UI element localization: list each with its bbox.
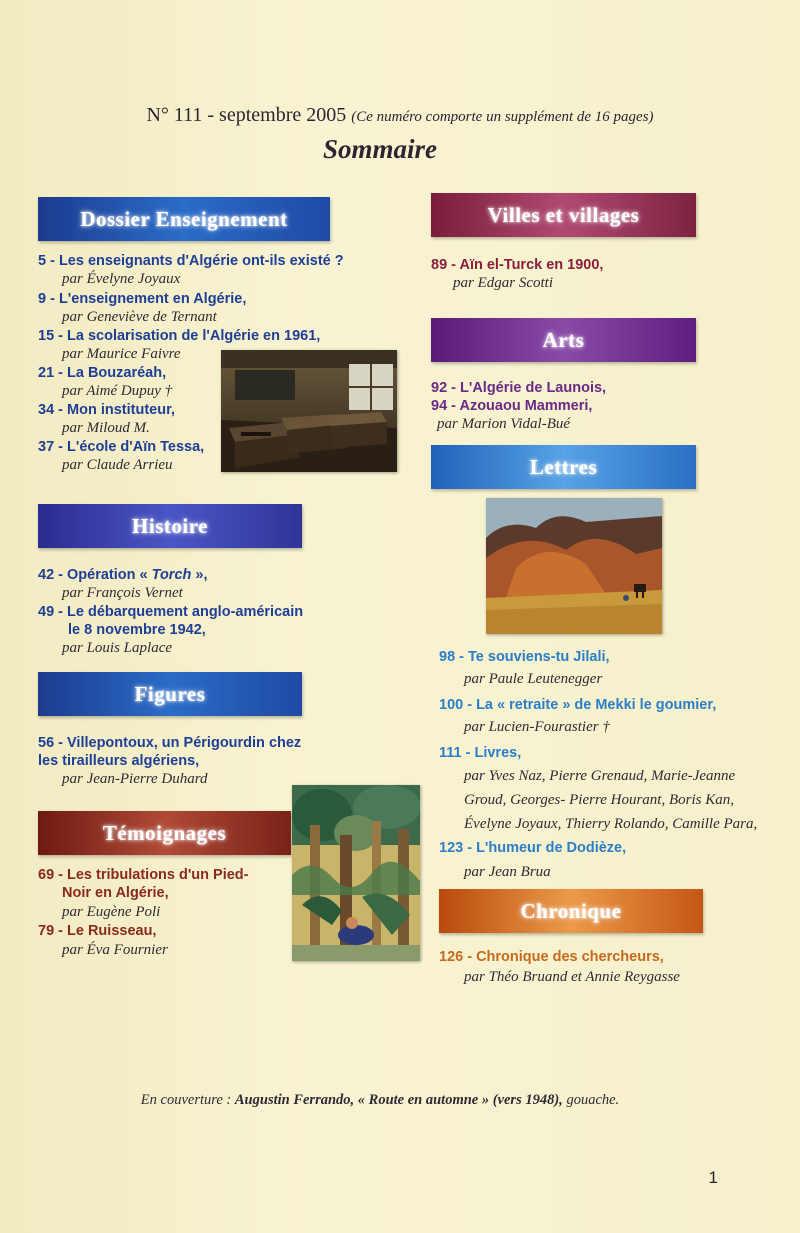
toc-entry-author: par Yves Naz, Pierre Grenaud, Marie-Jeanne xyxy=(464,768,736,784)
title-italic: Torch xyxy=(151,567,192,583)
toc-entry-author: par Claude Arrieu xyxy=(62,457,173,473)
toc-entry-title[interactable]: 15 - La scolarisation de l'Algérie en 1961, xyxy=(38,328,321,344)
supplement-note: (Ce numéro comporte un supplément de 16 pages) xyxy=(351,109,654,125)
toc-entry-title[interactable]: 49 - Le débarquement anglo-américain xyxy=(38,604,304,620)
classroom-photo xyxy=(221,350,397,472)
toc-entry-title[interactable]: 98 - Te souviens-tu Jilali, xyxy=(439,649,610,665)
page-title: Sommaire xyxy=(322,134,437,164)
toc-entry-title[interactable]: 5 - Les enseignants d'Algérie ont-ils existé ? xyxy=(38,253,344,269)
section-banner-arts: Arts xyxy=(431,318,696,362)
toc-entry-title[interactable]: 123 - L'humeur de Dodièze, xyxy=(439,840,627,856)
toc-entry-author: par Jean-Pierre Duhard xyxy=(62,771,208,787)
title-text: », xyxy=(191,567,208,583)
section-banner-villes: Villes et villages xyxy=(431,193,696,237)
toc-entry-author: par François Vernet xyxy=(62,585,183,601)
section-banner-figures: Figures xyxy=(38,672,302,716)
cover-credit-suffix: gouache. xyxy=(562,1092,620,1108)
title-text: 42 - Opération « xyxy=(38,567,152,583)
toc-entry-title[interactable]: 89 - Aïn el-Turck en 1900, xyxy=(431,257,604,273)
toc-entry-author: Groud, Georges- Pierre Hourant, Boris Kan, xyxy=(464,792,734,808)
section-banner-lettres: Lettres xyxy=(431,445,696,489)
toc-entry-author: par Jean Brua xyxy=(464,864,551,880)
toc-entry-author: par Théo Bruand et Annie Reygasse xyxy=(464,969,680,985)
toc-entry-title[interactable]: 21 - La Bouzaréah, xyxy=(38,365,167,381)
cover-credit xyxy=(0,1092,760,1109)
toc-entry-title[interactable]: 111 - Livres, xyxy=(439,745,522,761)
toc-entry-title[interactable]: 69 - Les tribulations d'un Pied- xyxy=(38,867,249,883)
toc-entry-author: par Aimé Dupuy † xyxy=(62,383,173,399)
toc-entry-author: par Geneviève de Ternant xyxy=(62,309,217,325)
toc-entry-author: par Évelyne Joyaux xyxy=(62,271,181,287)
toc-entry-author: par Paule Leutenegger xyxy=(464,671,603,687)
cover-credit-prefix: En couverture : xyxy=(140,1092,235,1108)
toc-entry-title[interactable] xyxy=(38,566,208,584)
issue-line xyxy=(0,104,800,127)
toc-entry-title-line2[interactable]: Noir en Algérie, xyxy=(62,885,169,901)
section-banner-temoignages: Témoignages xyxy=(38,811,291,855)
toc-entry-author: par Edgar Scotti xyxy=(453,275,553,291)
landscape-painting xyxy=(486,498,662,634)
toc-entry-title-line2[interactable]: le 8 novembre 1942, xyxy=(68,622,206,638)
section-banner-chronique: Chronique xyxy=(439,889,703,933)
toc-entry-title[interactable]: 37 - L'école d'Aïn Tessa, xyxy=(38,439,205,455)
issue-number: N° 111 - septembre 2005 xyxy=(146,104,347,126)
section-banner-histoire: Histoire xyxy=(38,504,302,548)
toc-entry-author: par Miloud M. xyxy=(62,420,150,436)
jungle-painting xyxy=(292,785,420,961)
toc-entry-title[interactable]: 94 - Azouaou Mammeri, xyxy=(431,398,593,414)
toc-entry-title[interactable]: 92 - L'Algérie de Launois, xyxy=(431,380,607,396)
section-banner-dossier: Dossier Enseignement xyxy=(38,197,330,241)
toc-entry-author: par Louis Laplace xyxy=(62,640,173,656)
toc-entry-title[interactable]: 56 - Villepontoux, un Périgourdin chez xyxy=(38,735,302,751)
toc-entry-author: par Marion Vidal-Bué xyxy=(437,416,571,432)
toc-entry-author: Évelyne Joyaux, Thierry Rolando, Camille Para, xyxy=(464,816,758,832)
toc-entry-title[interactable]: 126 - Chronique des chercheurs, xyxy=(439,949,664,965)
toc-entry-author: par Maurice Faivre xyxy=(62,346,181,362)
page-number: 1 xyxy=(708,1168,718,1187)
toc-entry-title[interactable]: 100 - La « retraite » de Mekki le goumier, xyxy=(439,697,717,713)
toc-entry-author: par Eugène Poli xyxy=(62,904,161,920)
cover-credit-artwork: Augustin Ferrando, « Route en automne » (vers 1948), xyxy=(234,1092,563,1108)
toc-entry-author: par Éva Fournier xyxy=(62,942,168,958)
toc-entry-title[interactable]: 34 - Mon instituteur, xyxy=(38,402,175,418)
toc-entry-author: par Lucien-Fourastier † xyxy=(464,719,610,735)
toc-entry-title[interactable]: 79 - Le Ruisseau, xyxy=(38,923,157,939)
toc-entry-title[interactable]: 9 - L'enseignement en Algérie, xyxy=(38,291,247,307)
toc-entry-title-line2[interactable]: les tirailleurs algériens, xyxy=(38,753,200,769)
